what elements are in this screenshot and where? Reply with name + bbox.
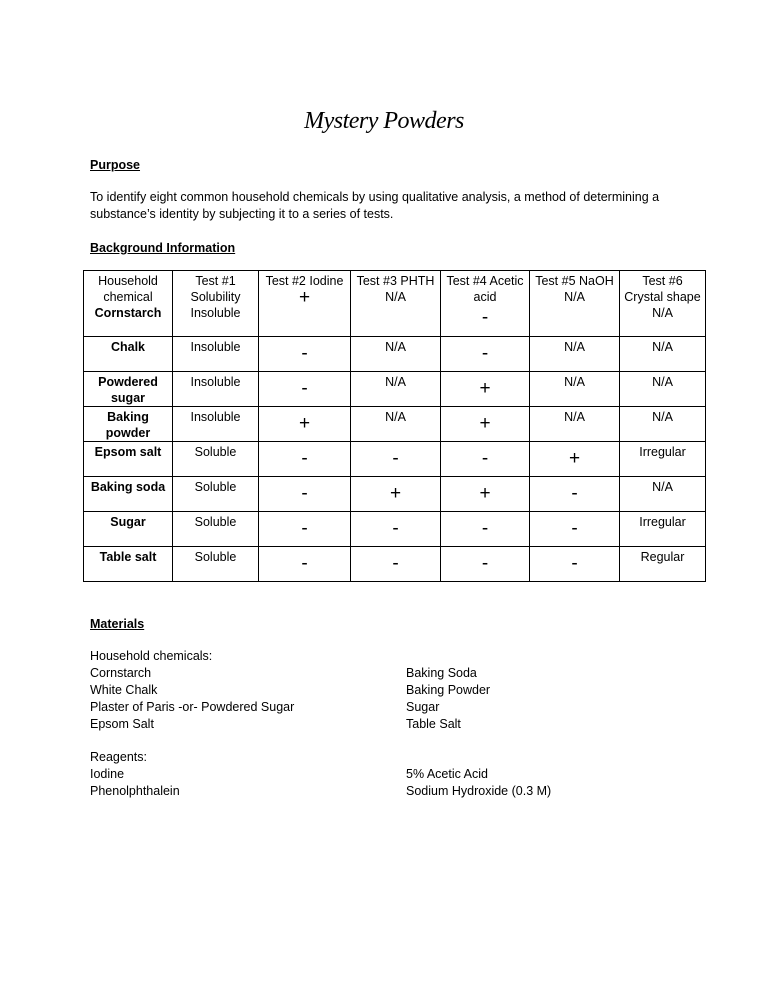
cell-value: + (479, 483, 491, 504)
table-cell (441, 337, 530, 372)
table-cell (351, 477, 441, 512)
cell-value: N/A (385, 340, 406, 354)
cell-value: Insoluble (190, 306, 241, 320)
column-header: Test #1 Solubility (190, 274, 241, 304)
row-label: Table salt (84, 547, 173, 582)
table-cell (620, 442, 706, 477)
table-cell (620, 337, 706, 372)
table-cell (351, 442, 441, 477)
table-row (84, 477, 706, 512)
page-title: Mystery Powders (304, 108, 464, 134)
table-cell (351, 372, 441, 407)
table-cell (173, 512, 259, 547)
column-header: Test #5 NaOH (535, 274, 614, 288)
table-cell-household-chemical (84, 271, 173, 337)
cell-value: N/A (652, 480, 673, 494)
table-cell (620, 372, 706, 407)
table-cell (441, 372, 530, 407)
table-cell (173, 547, 259, 582)
cell-value: - (481, 553, 489, 574)
table-row (84, 337, 706, 372)
cell-value: Irregular (639, 445, 686, 459)
cell-value: N/A (564, 340, 585, 354)
cell-value: - (301, 343, 308, 364)
table-cell (351, 512, 441, 547)
cell-value: Soluble (194, 515, 237, 529)
cell-value: N/A (652, 340, 673, 354)
cell-value: Regular (640, 550, 685, 564)
cell-value: N/A (564, 410, 585, 424)
list-item: Sugar (406, 700, 440, 714)
cell-value: - (392, 553, 399, 574)
row-label: Chalk (84, 337, 173, 372)
table-cell (530, 407, 620, 442)
table-cell (620, 512, 706, 547)
table-cell (259, 512, 351, 547)
table-cell (259, 407, 351, 442)
column-header: Test #2 Iodine (265, 274, 344, 288)
list-item: Iodine (90, 767, 125, 781)
cell-value: Irregular (639, 515, 686, 529)
list-item: White Chalk (90, 683, 158, 697)
row-label: Powdered sugar (84, 372, 173, 407)
table-cell (173, 372, 259, 407)
table-cell (620, 271, 706, 337)
reagents-list (90, 749, 180, 800)
household-chemicals-list-right (406, 665, 490, 733)
table-cell (530, 512, 620, 547)
household-chemicals-label: Household chemicals: (90, 649, 213, 663)
table-cell (620, 407, 706, 442)
cell-value: + (479, 378, 491, 399)
reagents-label: Reagents: (90, 750, 147, 764)
cell-value: Insoluble (190, 410, 241, 424)
list-item: 5% Acetic Acid (406, 767, 488, 781)
table-cell (441, 271, 530, 337)
table-row (84, 512, 706, 547)
column-header: Household chemical (98, 274, 158, 304)
table-cell (351, 271, 441, 337)
cell-value: - (571, 553, 578, 574)
table-row (84, 271, 706, 337)
cell-value: + (298, 287, 311, 308)
list-item: Baking Soda (406, 666, 477, 680)
table-cell (259, 442, 351, 477)
column-header: Test #3 PHTH (356, 274, 435, 288)
cell-value: N/A (652, 375, 673, 389)
cell-value: + (389, 483, 402, 504)
cell-value: Soluble (194, 480, 237, 494)
list-item: Sodium Hydroxide (0.3 M) (406, 784, 552, 798)
cell-value: - (301, 448, 308, 469)
row-label: Sugar (84, 512, 173, 547)
cell-value: - (301, 553, 308, 574)
row-label: Baking powder (84, 407, 173, 442)
cell-value: Soluble (194, 550, 237, 564)
table-cell (351, 547, 441, 582)
column-header: Test #6 Crystal shape (624, 274, 701, 304)
cell-value: - (392, 518, 399, 539)
cell-value: N/A (385, 410, 406, 424)
table-row (84, 372, 706, 407)
list-item: Epsom Salt (90, 717, 154, 731)
cell-value: - (301, 518, 308, 539)
cell-value: - (481, 518, 489, 539)
cell-value: Soluble (194, 445, 237, 459)
table-cell (441, 477, 530, 512)
cell-value: - (392, 448, 399, 469)
cell-value: - (301, 483, 308, 504)
cell-value: N/A (385, 290, 406, 304)
cell-value: N/A (652, 410, 673, 424)
table-cell (441, 547, 530, 582)
cell-value: N/A (564, 290, 585, 304)
row-label: Baking soda (84, 477, 173, 512)
cell-value: - (571, 483, 578, 504)
cell-value: - (481, 307, 489, 328)
column-header: Test #4 Acetic acid (446, 274, 524, 304)
reagents-list-right (406, 766, 551, 800)
cell-value: - (481, 448, 489, 469)
cell-value: Insoluble (190, 375, 241, 389)
table-cell (173, 477, 259, 512)
table-cell (173, 442, 259, 477)
cell-value: + (298, 413, 311, 434)
table-cell (173, 337, 259, 372)
table-row (84, 547, 706, 582)
purpose-heading: Purpose (90, 158, 141, 172)
table-cell (530, 547, 620, 582)
table-cell (259, 547, 351, 582)
table-cell (259, 477, 351, 512)
table-cell (530, 442, 620, 477)
cell-value: + (479, 413, 491, 434)
background-heading: Background Information (90, 241, 236, 255)
table-cell (620, 547, 706, 582)
list-item: Phenolphthalein (90, 784, 180, 798)
table-cell (530, 271, 620, 337)
cell-value: - (571, 518, 578, 539)
table-cell (351, 407, 441, 442)
table-cell (173, 407, 259, 442)
table-cell (259, 337, 351, 372)
test-results-table (83, 270, 706, 582)
purpose-text: To identify eight common household chemicals by using qualitative analysis, a method of determining a substance’s identity by subjecting it to a series of tests. (90, 190, 660, 221)
materials-heading: Materials (90, 617, 145, 631)
table-cell (259, 271, 351, 337)
cell-value: N/A (564, 375, 585, 389)
table-row (84, 442, 706, 477)
table-cell (259, 372, 351, 407)
table-cell (173, 271, 259, 337)
table-cell (530, 372, 620, 407)
cell-value: N/A (652, 306, 673, 320)
cell-value: + (568, 448, 581, 469)
table-cell (351, 337, 441, 372)
household-chemicals-list (90, 648, 294, 733)
cell-value: - (301, 378, 308, 399)
cell-value: N/A (385, 375, 406, 389)
table-cell (441, 407, 530, 442)
list-item: Table Salt (406, 717, 461, 731)
row-label: Epsom salt (84, 442, 173, 477)
cell-value: - (481, 343, 489, 364)
table-cell (530, 477, 620, 512)
cell-value: Insoluble (190, 340, 241, 354)
table-cell (620, 477, 706, 512)
list-item: Baking Powder (406, 683, 491, 697)
table-cell (530, 337, 620, 372)
list-item: Plaster of Paris -or- Powdered Sugar (90, 700, 295, 714)
table-row (84, 407, 706, 442)
table-cell (441, 512, 530, 547)
table-cell (441, 442, 530, 477)
list-item: Cornstarch (90, 666, 152, 680)
row-label: Cornstarch (94, 306, 162, 320)
